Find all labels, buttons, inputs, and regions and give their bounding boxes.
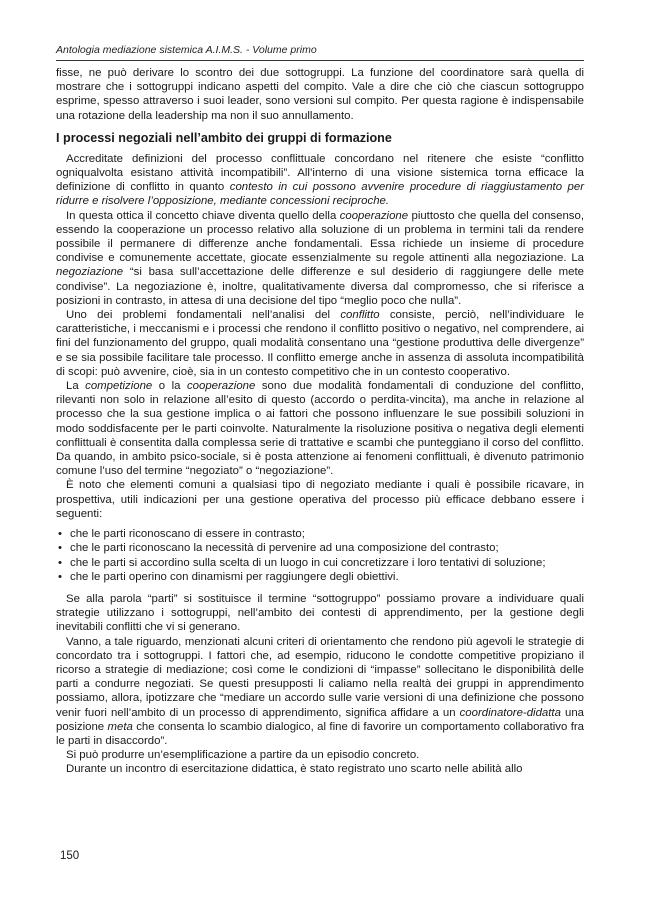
paragraph-criteria: [56, 635, 584, 749]
text-run: o la: [152, 380, 187, 393]
text-run: In questa ottica il concetto chiave diventa quello della: [66, 209, 340, 222]
list-item-text: che le parti operino con dinamismi per raggiungere degli obiettivi.: [70, 570, 399, 583]
list-item: [56, 556, 584, 570]
emphasis-text: contesto in cui possono avvenire procedure di riaggiustamento per ridurre e risolvere l’opposizione, mediante concessioni reciproche.: [56, 181, 584, 208]
bullet-icon: •: [58, 556, 62, 569]
paragraph-conflict: [56, 308, 584, 379]
paragraph-subgroups: Se alla parola “parti” si sostituisce il termine “sottogruppo” possiamo provare a individuare quali strategie utilizzano i sottogruppi, nell’ambito dei contesti di apprendimento, per la gestione degli inevitabili conflitti che vi si generano.: [56, 592, 584, 634]
paragraph-definitions: [56, 152, 584, 209]
text-run: che consenta lo scambio dialogico, al fine di favorire un comportamento collaborativo fra le parti in disaccordo”.: [56, 720, 584, 747]
emphasis-text: meta: [107, 720, 133, 733]
list-item-text: che le parti si accordino sulla scelta di un luogo in cui concretizzare i loro tentativi di soluzione;: [70, 556, 546, 569]
running-header: Antologia mediazione sistemica A.I.M.S. - Volume primo: [56, 44, 584, 61]
paragraph-cooperation: [56, 209, 584, 308]
text-run: La: [66, 380, 86, 393]
list-item-text: che le parti riconoscano di essere in contrasto;: [70, 528, 305, 541]
list-item-text: che le parti riconoscano la necessità di pervenire ad una composizione del contrasto;: [70, 542, 499, 555]
page-number: 150: [60, 850, 80, 862]
text-run: Accreditate definizioni del processo conflittuale concordano nel ritenere che esiste “conflitto ogniqualvolta esistano attività incompatibili”. All’interno di una visione sistemica torna efficace la definizione di conflitto in quanto: [56, 152, 584, 194]
text-run: consiste, perciò, nell’individuare le caratteristiche, i meccanismi e i processi che rendono il conflitto positivo o negativo, nel comprendere, ai fini del funzionamento del gruppo, quali modalità consentano una “gestione produttiva delle divergenze” e se sia possibile facilitare tale processo. Il conflitto emerge anche in assenza di assoluta incompatibilità di scopi: può avvenire, cioè, sia in un contesto competitivo che in un contesto cooperativo.: [56, 309, 584, 378]
bullet-list: [56, 527, 584, 584]
emphasis-text: negoziazione: [56, 266, 124, 279]
paragraph-competition: [56, 379, 584, 478]
text-run: “si basa sull’accettazione delle differenze e sul desiderio di raggiungere delle mete condivise”. La negoziazione è, inoltre, qualitativamente diversa dal compromesso, che si riferisce a posizioni in contrasto, in attesa di una decisione del tipo “meglio poco che nulla”.: [56, 266, 584, 307]
bullet-icon: •: [58, 570, 62, 583]
list-item: [56, 541, 584, 555]
emphasis-text: competizione: [85, 380, 153, 393]
paragraph-example: Si può produrre un’esemplificazione a partire da un episodio concreto.: [66, 749, 420, 762]
list-item: [56, 527, 584, 541]
paragraph-continuation: fisse, ne può derivare lo scontro dei due sottogruppi. La funzione del coordinatore sarà quella di mostrare che i sottogruppi indicano aspetti del compito. Vale a dire che ciò che ciascun sottogruppo esprime, spesso attraverso i suoi leader, sono versioni sul compito. Per questa ragione è indispensabile una rotazione della leadership ma non il suo annullamento.: [56, 67, 584, 122]
text-run: Vanno, a tale riguardo, menzionati alcuni criteri di orientamento che rendono più agevoli le strategie di concordato tra i sottogruppi. I fattori che, ad esempio, riducono le condotte competitive propiziano il ricorso a strategie di mediazione; così come le condizioni di “impasse” sollecitano le disponibilità delle parti a condurre negoziati. Se questi presupposti li caliamo nella realtà dei gruppi in apprendimento possiamo, allora, ipotizzare che “mediare un accordo sulle varie versioni di una definizione che possono venir fuori nell’ambito di un processo di apprendimento, significa affidare a un: [56, 635, 584, 719]
bullet-icon: •: [58, 542, 62, 555]
emphasis-text: conflitto: [340, 309, 380, 322]
emphasis-text: coordinatore-didatta: [459, 706, 561, 719]
paragraph-negotiation-elements: È noto che elementi comuni a qualsiasi tipo di negoziato mediante i quali è possibile ricavare, in prospettiva, utili indicazioni per una gestione operativa del processo più efficace debbano essere i seguenti:: [56, 479, 584, 520]
paragraph-episode: Durante un incontro di esercitazione didattica, è stato registrato uno scarto nelle abilità allo: [66, 763, 523, 776]
text-run: piuttosto che quella del consenso, essendo la cooperazione un processo relativo alla soluzione di un problema in termini tali da rendere possibile il permanere di differenze anche fondamentali. Essa richiede un insieme di procedure condivise e comunemente accettate, giocate essenzialmente su regole attinenti alla negoziazione. La: [56, 209, 584, 265]
text-run: una posizione: [56, 706, 584, 733]
emphasis-text: cooperazione: [186, 380, 256, 393]
text-run: sono due modalità fondamentali di conduzione del conflitto, rilevanti non solo in relazione all’esito di questo (accordo o perdita-vincita), ma anche in relazione al processo che la sua gestione implica o ai fattori che possono influenzare le sue possibili soluzioni in modo soddisfacente per le parti coinvolte. Naturalmente la risoluzione positiva o negativa degli elementi conflittuali è consentita dalla complessa serie di trattative e scambi che punteggiano il corso del conflitto. Da quando, in ambito psico-sociale, si è posta attenzione ai fenomeni conflittuali, è divenuto patrimonio comune l’uso del termine “negoziato” o “negoziazione”.: [56, 380, 584, 478]
section-heading: I processi negoziali nell’ambito dei gruppi di formazione: [56, 130, 392, 145]
bullet-icon: •: [58, 528, 62, 541]
text-run: Uno dei problemi fondamentali nell’analisi del: [66, 309, 341, 322]
page-body: [56, 66, 584, 777]
list-item: [56, 570, 584, 584]
emphasis-text: cooperazione: [339, 209, 409, 222]
